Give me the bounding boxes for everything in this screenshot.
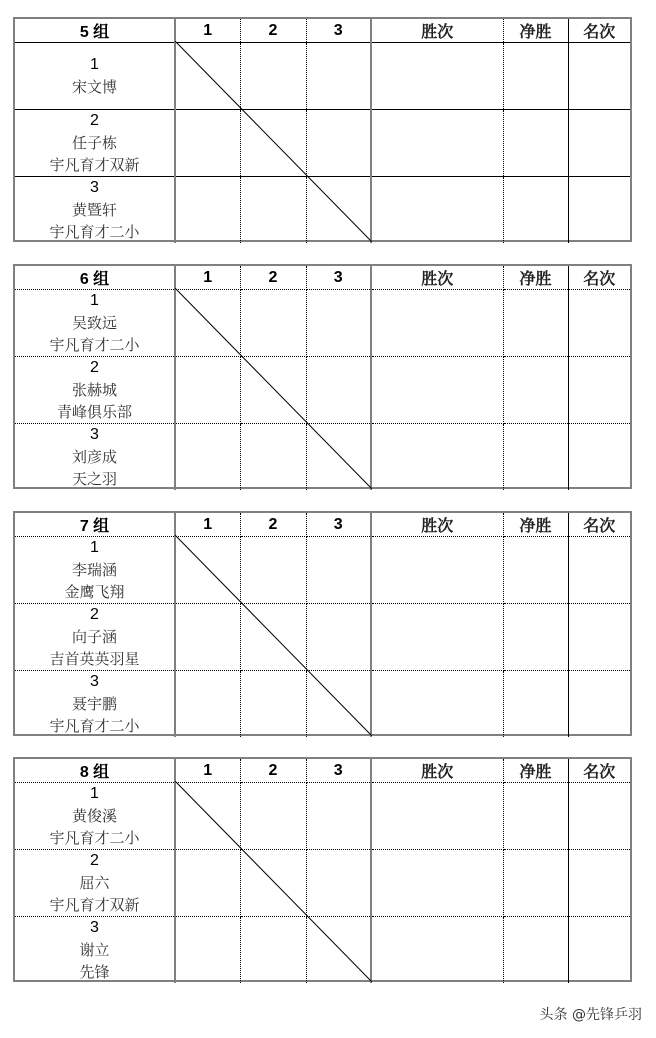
group-title: 5 组 <box>15 19 175 43</box>
score-cell <box>240 783 306 850</box>
player-name: 向子涵 <box>71 628 117 646</box>
group-title: 6 组 <box>15 266 175 290</box>
player-row <box>15 357 630 424</box>
col-header-2: 2 <box>240 759 306 783</box>
net-wins-cell <box>503 783 568 850</box>
player-row <box>15 43 630 110</box>
score-cell <box>306 357 371 424</box>
col-header-2: 2 <box>240 19 306 43</box>
player-cell <box>15 671 175 738</box>
player-row <box>15 850 630 917</box>
wins-cell <box>371 671 503 738</box>
score-cell <box>240 177 306 244</box>
player-index: 2 <box>90 359 99 376</box>
wins-cell <box>371 850 503 917</box>
score-cell <box>175 671 240 738</box>
score-cell <box>306 43 371 110</box>
score-cell <box>240 424 306 491</box>
wins-cell <box>371 604 503 671</box>
net-wins-cell <box>503 917 568 984</box>
net-wins-cell <box>503 290 568 357</box>
player-name: 谢立 <box>79 941 110 959</box>
rank-cell <box>568 290 630 357</box>
wins-cell <box>371 783 503 850</box>
player-name: 黄暨轩 <box>71 201 117 219</box>
col-header-1: 1 <box>175 266 240 290</box>
score-cell <box>306 783 371 850</box>
player-cell <box>15 290 175 357</box>
player-club: 宇凡育才二小 <box>49 336 140 354</box>
net-wins-cell <box>503 110 568 177</box>
col-header-3: 3 <box>306 759 371 783</box>
rank-cell <box>568 671 630 738</box>
player-name: 聂宇鹏 <box>71 695 117 713</box>
col-header-1: 1 <box>175 19 240 43</box>
col-header-2: 2 <box>240 513 306 537</box>
net-wins-cell <box>503 424 568 491</box>
player-row <box>15 671 630 738</box>
player-index: 1 <box>90 785 99 802</box>
rank-cell <box>568 604 630 671</box>
score-cell <box>240 850 306 917</box>
group-title: 7 组 <box>15 513 175 537</box>
net-wins-cell <box>503 604 568 671</box>
wins-cell <box>371 424 503 491</box>
score-cell <box>240 110 306 177</box>
score-cell <box>175 177 240 244</box>
group-title: 8 组 <box>15 759 175 783</box>
player-row <box>15 177 630 244</box>
net-wins-cell <box>503 357 568 424</box>
player-cell <box>15 357 175 424</box>
score-cell <box>175 424 240 491</box>
player-row <box>15 537 630 604</box>
rank-cell <box>568 917 630 984</box>
player-index: 2 <box>90 852 99 869</box>
player-club: 吉首英英羽星 <box>49 650 140 668</box>
rank-cell <box>568 110 630 177</box>
player-index: 3 <box>90 919 99 936</box>
score-cell <box>306 671 371 738</box>
wins-header: 胜次 <box>371 513 503 537</box>
net-wins-cell <box>503 43 568 110</box>
player-club: 金鹰飞翔 <box>64 583 125 601</box>
wins-header: 胜次 <box>371 19 503 43</box>
col-header-1: 1 <box>175 513 240 537</box>
player-cell <box>15 43 175 110</box>
player-club: 宇凡育才二小 <box>49 223 140 241</box>
net-wins-cell <box>503 177 568 244</box>
player-cell <box>15 424 175 491</box>
rank-cell <box>568 537 630 604</box>
player-index: 3 <box>90 179 99 196</box>
rank-cell <box>568 424 630 491</box>
score-cell <box>306 110 371 177</box>
player-name: 屈六 <box>79 874 110 892</box>
score-cell <box>175 537 240 604</box>
wins-cell <box>371 917 503 984</box>
player-row <box>15 783 630 850</box>
player-cell <box>15 850 175 917</box>
rank-cell <box>568 177 630 244</box>
group-6-table <box>13 264 632 489</box>
score-cell <box>240 290 306 357</box>
player-cell <box>15 177 175 244</box>
score-cell <box>240 537 306 604</box>
score-cell <box>306 177 371 244</box>
score-cell <box>240 604 306 671</box>
player-club: 宇凡育才双新 <box>49 896 140 914</box>
player-row <box>15 604 630 671</box>
player-index: 1 <box>90 292 99 309</box>
player-index: 2 <box>90 112 99 129</box>
rank-cell <box>568 850 630 917</box>
score-cell <box>175 604 240 671</box>
net-wins-header: 净胜 <box>503 266 568 290</box>
player-club: 宇凡育才二小 <box>49 829 140 847</box>
rank-cell <box>568 783 630 850</box>
net-wins-header: 净胜 <box>503 513 568 537</box>
player-name: 张赫城 <box>71 381 117 399</box>
player-club: 青峰俱乐部 <box>56 403 132 421</box>
player-index: 1 <box>90 539 99 556</box>
net-wins-cell <box>503 850 568 917</box>
player-name: 黄俊溪 <box>71 807 117 825</box>
score-cell <box>240 917 306 984</box>
player-row <box>15 917 630 984</box>
player-name: 李瑞涵 <box>71 561 117 579</box>
player-club: 宇凡育才二小 <box>49 717 140 735</box>
player-club: 天之羽 <box>71 470 117 488</box>
group-8-table <box>13 757 632 982</box>
wins-cell <box>371 43 503 110</box>
player-name: 宋文博 <box>71 78 117 96</box>
score-cell <box>306 604 371 671</box>
score-cell <box>175 917 240 984</box>
player-cell <box>15 537 175 604</box>
score-cell <box>306 850 371 917</box>
player-row <box>15 110 630 177</box>
player-cell <box>15 917 175 984</box>
score-cell <box>175 290 240 357</box>
player-index: 3 <box>90 426 99 443</box>
score-cell <box>175 357 240 424</box>
score-cell <box>240 43 306 110</box>
player-index: 3 <box>90 673 99 690</box>
rank-cell <box>568 357 630 424</box>
wins-cell <box>371 290 503 357</box>
score-cell <box>175 783 240 850</box>
player-club: 宇凡育才双新 <box>49 156 140 174</box>
score-cell <box>240 671 306 738</box>
rank-header: 名次 <box>568 513 630 537</box>
wins-header: 胜次 <box>371 759 503 783</box>
net-wins-cell <box>503 671 568 738</box>
score-cell <box>306 290 371 357</box>
wins-cell <box>371 177 503 244</box>
group-5-table <box>13 17 632 242</box>
net-wins-header: 净胜 <box>503 759 568 783</box>
score-cell <box>240 357 306 424</box>
player-row <box>15 424 630 491</box>
score-cell <box>306 424 371 491</box>
rank-header: 名次 <box>568 266 630 290</box>
watermark: 头条 @先锋乒羽 <box>539 1007 642 1023</box>
player-club: 先锋 <box>79 963 110 981</box>
score-cell <box>306 917 371 984</box>
player-index: 2 <box>90 606 99 623</box>
score-cell <box>175 850 240 917</box>
wins-cell <box>371 357 503 424</box>
score-cell <box>175 43 240 110</box>
player-row <box>15 290 630 357</box>
score-cell <box>175 110 240 177</box>
col-header-1: 1 <box>175 759 240 783</box>
wins-cell <box>371 110 503 177</box>
rank-header: 名次 <box>568 19 630 43</box>
col-header-3: 3 <box>306 19 371 43</box>
player-name: 任子栋 <box>71 134 117 152</box>
col-header-2: 2 <box>240 266 306 290</box>
wins-cell <box>371 537 503 604</box>
net-wins-cell <box>503 537 568 604</box>
wins-header: 胜次 <box>371 266 503 290</box>
col-header-3: 3 <box>306 513 371 537</box>
player-cell <box>15 110 175 177</box>
rank-cell <box>568 43 630 110</box>
player-name: 刘彦成 <box>71 448 117 466</box>
col-header-3: 3 <box>306 266 371 290</box>
rank-header: 名次 <box>568 759 630 783</box>
group-7-table <box>13 511 632 736</box>
player-cell <box>15 783 175 850</box>
player-index: 1 <box>90 56 99 73</box>
score-cell <box>306 537 371 604</box>
player-name: 吴致远 <box>71 314 117 332</box>
player-cell <box>15 604 175 671</box>
net-wins-header: 净胜 <box>503 19 568 43</box>
